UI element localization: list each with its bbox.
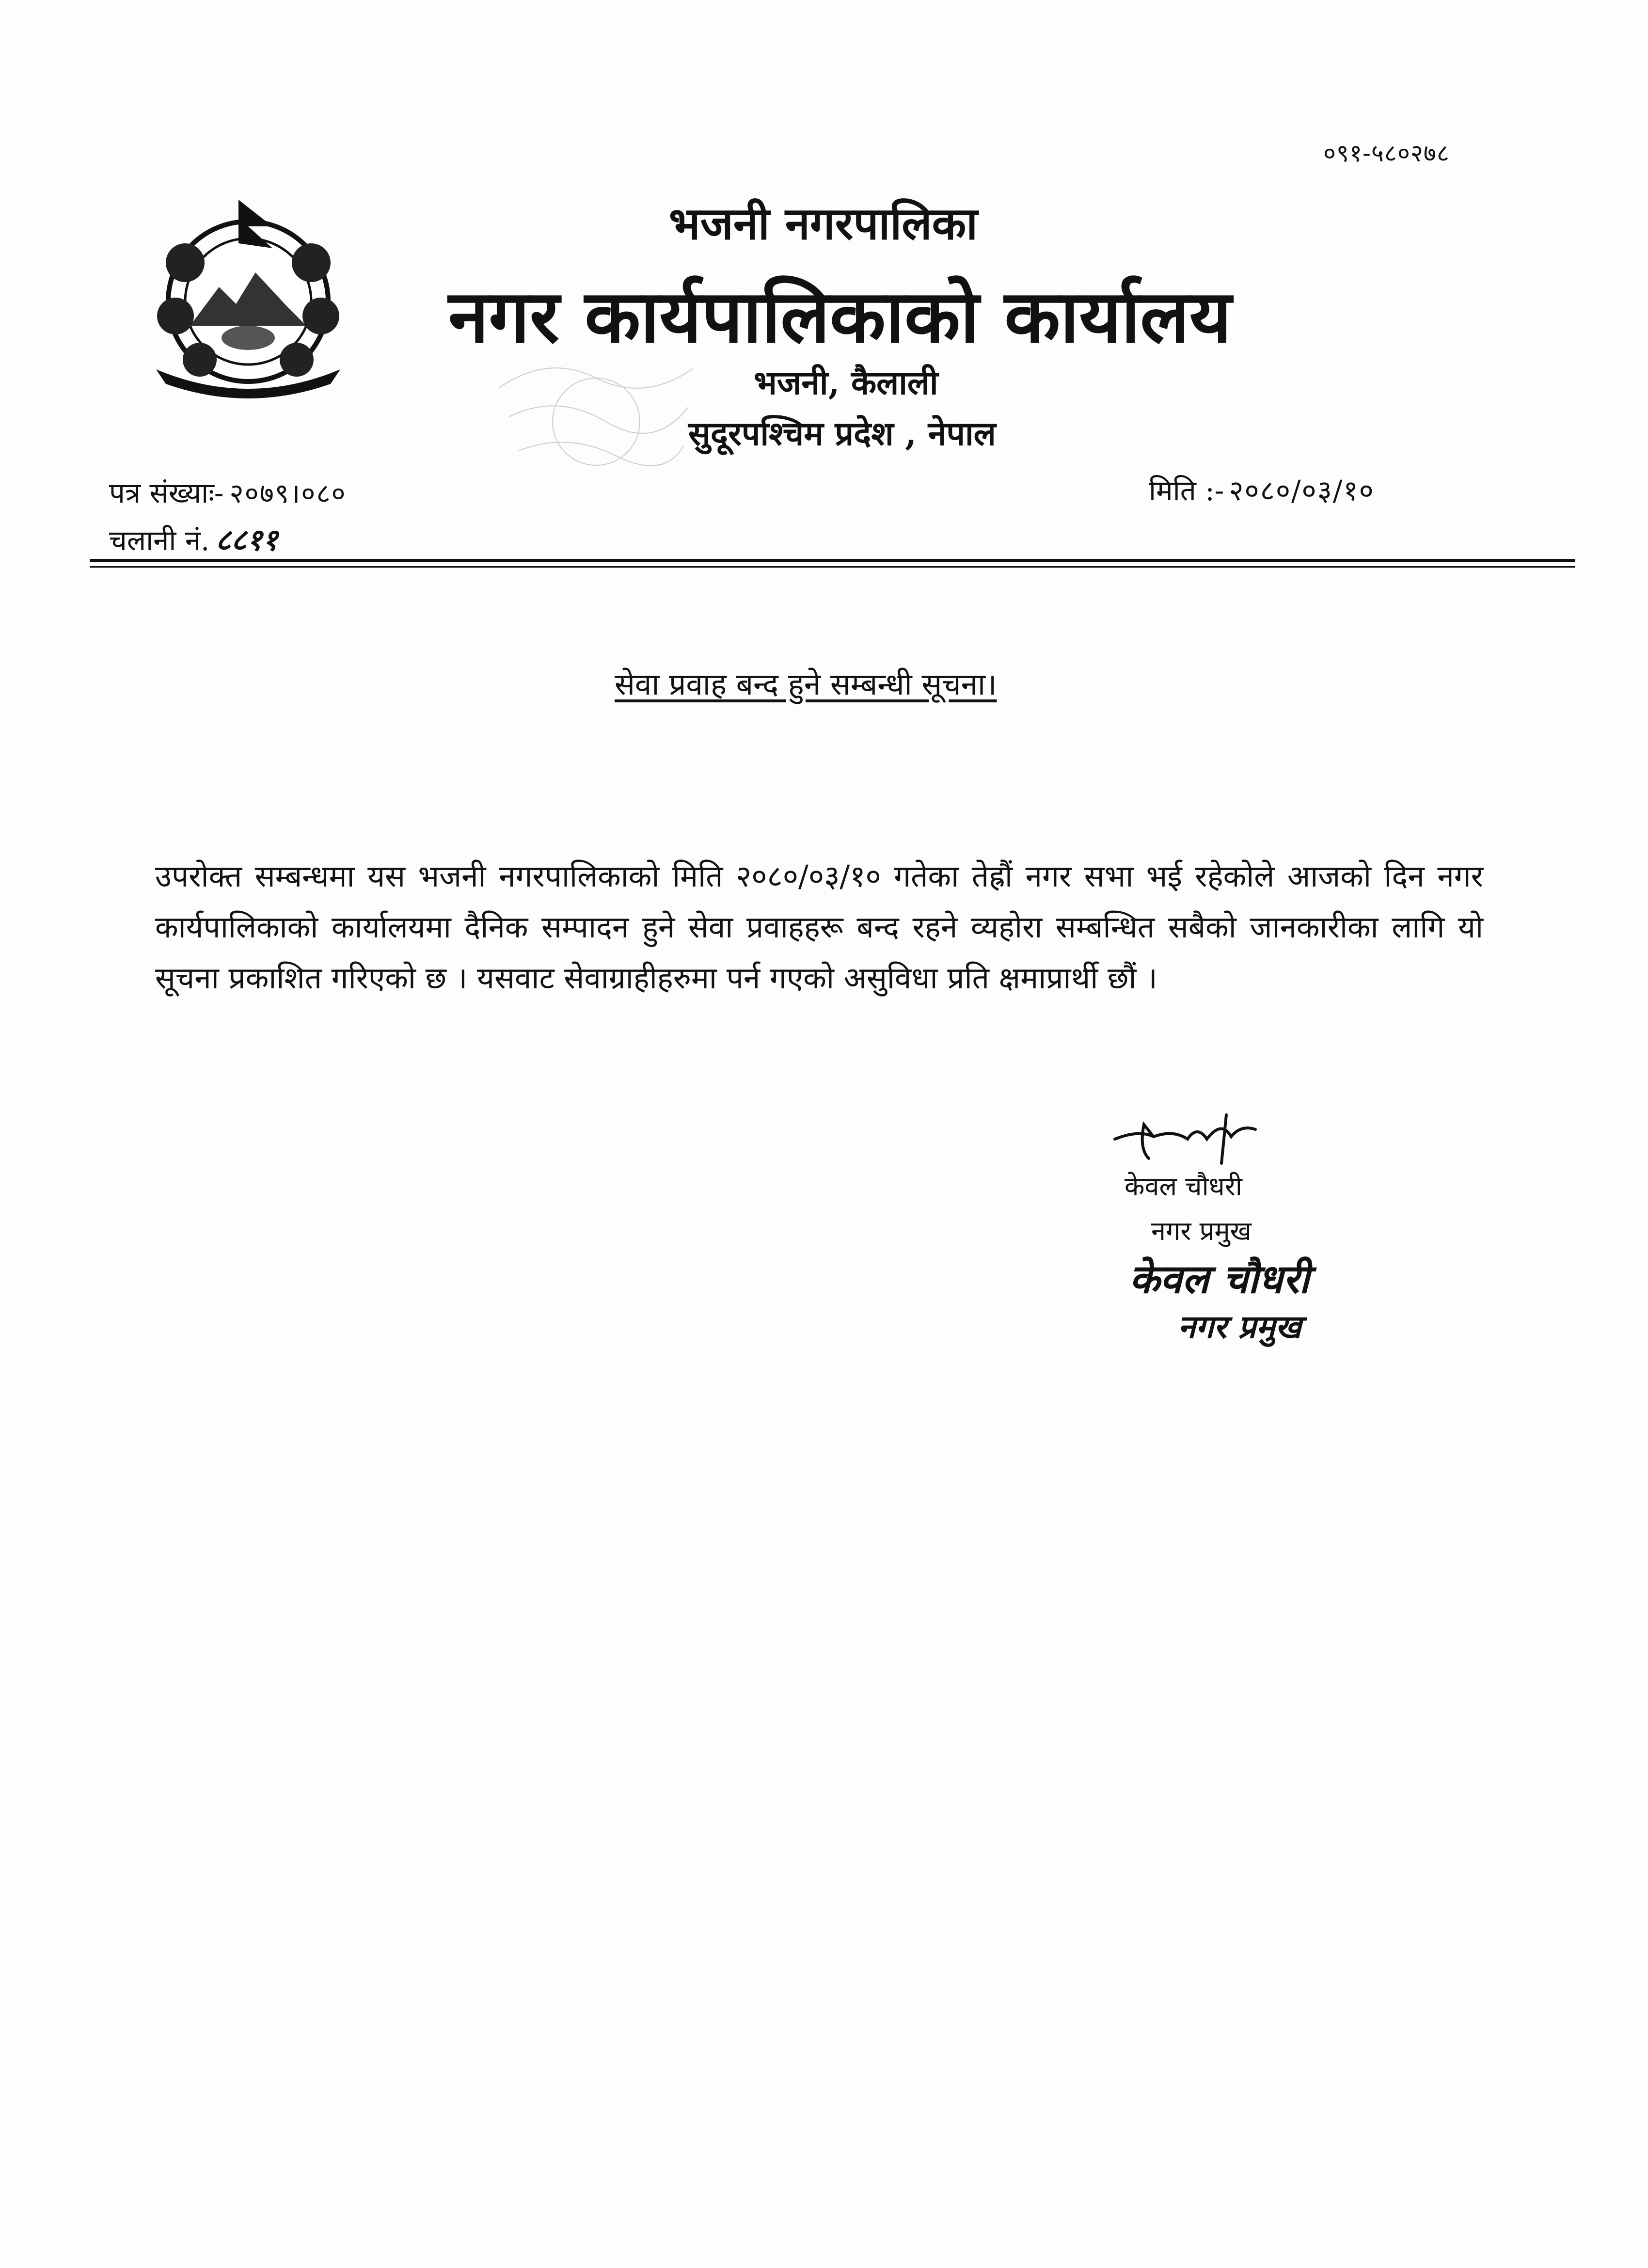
dispatch-label: चलानी नं. [109, 524, 210, 557]
header-divider-thin [90, 566, 1575, 568]
coat-of-arms-emblem [127, 180, 369, 408]
address-line-2: सुदूरपश्चिम प्रदेश , नेपाल [688, 414, 996, 453]
signatory-title-stamp: नगर प्रमुख [1178, 1308, 1301, 1346]
dispatch-number [109, 519, 278, 559]
notice-body: उपरोक्त सम्बन्धमा यस भजनी नगरपालिकाको मिति २०८०/०३/१० गतेका तेह्रौं नगर सभा भई रहेकोले आजको दिन नगर कार्यपालिकाको कार्यालयमा दैनिक सम्पादन हुने सेवा प्रवाहहरू बन्द रहने व्यहोरा सम्बन्धित सबैको जानकारीका लागि यो सूचना प्रकाशित गरिएको छ । यसवाट सेवाग्राहीहरुमा पर्न गएको असुविधा प्रति क्षमाप्रार्थी छौं । [155, 858, 1483, 996]
letter-number-label: पत्र संख्याः- [109, 476, 224, 509]
letter-number-value: २०७९।०८० [229, 478, 347, 509]
handwritten-signature [1110, 1110, 1265, 1168]
municipality-name: भजनी नगरपालिका [669, 197, 978, 250]
date-value: २०८०/०३/१० [1229, 474, 1375, 507]
address-line-1: भजनी, कैलाली [754, 364, 938, 402]
phone-number: ०९१-५८०२७८ [1323, 139, 1450, 167]
signatory-title: नगर प्रमुख [1151, 1216, 1252, 1246]
signatory-name-stamp: केवल चौधरी [1129, 1256, 1310, 1302]
office-title: नगर कार्यपालिकाको कार्यालय [448, 275, 1232, 359]
header-divider-thick [90, 559, 1575, 562]
letter-number [109, 473, 347, 511]
faded-stamp-mark [490, 349, 703, 485]
dispatch-value: ८८११ [215, 522, 278, 557]
signatory-name: केवल चौधरी [1125, 1171, 1242, 1202]
date-label: मिति :- [1149, 474, 1224, 507]
letter-date [1149, 470, 1375, 508]
notice-subject: सेवा प्रवाह बन्द हुने सम्बन्धी सूचना। [615, 666, 997, 702]
